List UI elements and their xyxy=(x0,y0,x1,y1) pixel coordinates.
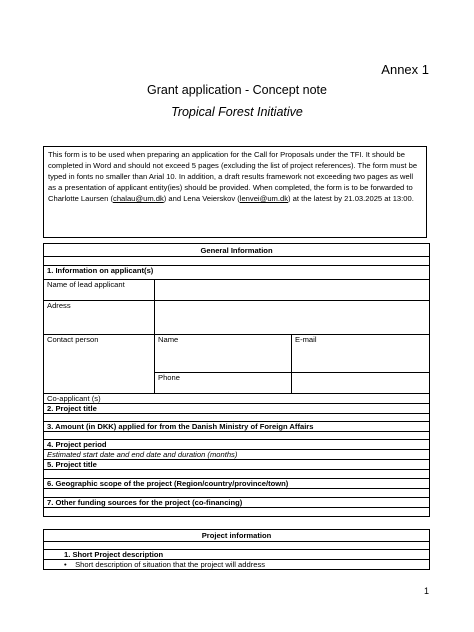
section-amount-applied: 3. Amount (in DKK) applied for from the Danish Ministry of Foreign Affairs xyxy=(44,422,430,432)
document-title: Grant application - Concept note xyxy=(147,83,327,97)
section-other-funding: 7. Other funding sources for the project (co-financing) xyxy=(44,498,430,508)
project-info-heading: Project information xyxy=(44,530,430,542)
contact-phone-extra-field[interactable] xyxy=(292,373,430,394)
project-title-field[interactable] xyxy=(44,414,430,422)
section-applicant-info: 1. Information on applicant(s) xyxy=(44,266,430,280)
instructions-box xyxy=(43,146,427,238)
general-info-heading: General Information xyxy=(44,244,430,257)
section-short-description: 1. Short Project description xyxy=(44,550,430,560)
section-project-period: 4. Project period xyxy=(44,440,430,450)
other-funding-field[interactable] xyxy=(44,508,430,517)
instructions-text-3: ) at the latest by 21.03.2025 at 13:00. xyxy=(288,194,414,203)
contact-email-label: E-mail xyxy=(295,335,317,344)
document-subtitle: Tropical Forest Initiative xyxy=(171,105,303,119)
instructions-text-1: This form is to be used when preparing an application for the Call for Proposals under the TFI. It should be completed in Word and should not exceed 5 pages (excluding the list of project references). The form must be typed in fonts no smaller than Arial 10. In addition, a draft results framework not exceeding two pages as well as a presentation of applicant entity(ies) should be provided. When completed, the form is to be forwarded to Charlotte Laursen ( xyxy=(48,150,418,203)
email-link-chalau[interactable]: chalau@um.dk xyxy=(113,194,164,203)
lead-applicant-field[interactable] xyxy=(155,280,430,301)
lead-applicant-label: Name of lead applicant xyxy=(44,280,155,301)
section-project-title: 2. Project title xyxy=(44,404,430,414)
email-link-lenvei[interactable]: lenvei@um.dk xyxy=(239,194,288,203)
project-title-2-field[interactable] xyxy=(44,470,430,479)
spacer-row xyxy=(44,542,430,550)
short-description-bullet[interactable] xyxy=(44,560,430,570)
spacer-row xyxy=(44,257,430,266)
geographic-scope-field[interactable] xyxy=(44,489,430,498)
annex-label: Annex 1 xyxy=(381,62,429,77)
co-applicant-label[interactable]: Co-applicant (s) xyxy=(44,394,430,404)
contact-name-label: Name xyxy=(158,335,179,344)
contact-name-field[interactable] xyxy=(155,335,292,373)
contact-person-label: Contact person xyxy=(44,335,155,394)
bullet-icon: • xyxy=(64,560,76,569)
contact-phone-label: Phone xyxy=(158,373,180,382)
project-information-table xyxy=(43,529,430,570)
general-information-table xyxy=(43,243,430,517)
section-project-title-2: 5. Project title xyxy=(44,460,430,470)
section-geographic-scope: 6. Geographic scope of the project (Region/country/province/town) xyxy=(44,479,430,489)
contact-phone-field[interactable] xyxy=(155,373,292,394)
contact-email-field[interactable] xyxy=(292,335,430,373)
page-number: 1 xyxy=(423,586,429,596)
instructions-text-2: ) and Lena Veierskov ( xyxy=(163,194,240,203)
address-label: Adress xyxy=(44,301,155,335)
bullet-text: Short description of situation that the project will address xyxy=(75,560,266,569)
project-period-hint[interactable]: Estimated start date and end date and duration (months) xyxy=(44,450,430,460)
address-field[interactable] xyxy=(155,301,430,335)
amount-field[interactable] xyxy=(44,432,430,440)
